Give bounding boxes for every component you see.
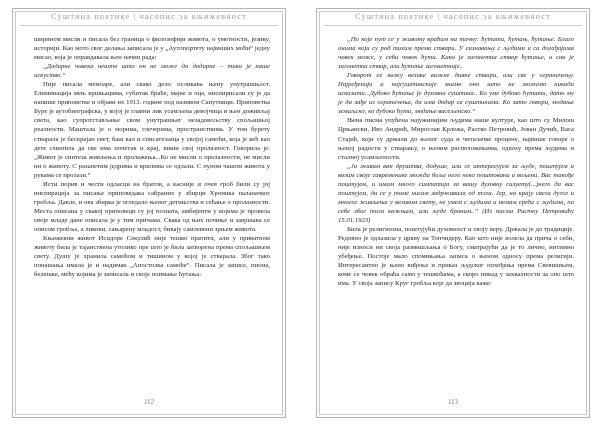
right-page <box>312 2 594 422</box>
body-text <box>34 35 270 279</box>
book-gutter <box>298 6 302 418</box>
quote-paragraph: „Ја живим ван друштва, додуше, али се интересујем за људе, поштујем и волим своје савременике можда боље него неко поштовани и вољени. Вас такође поштујем, и имам много симпатија за вашу духовну силуету(...)него да вас поштујем, да се у томе нисам задржавала од тога. Јер, на крају свега дугог и многог живљења у великом свету, не умем с људима и немам среће с људима, па себе због тога кажњам, али људе браним..“ (Из писма Растку Петровићу 15.01.1923) <box>338 162 574 224</box>
quote-paragraph: Говорот се кажу велике важне дивне ствари, али све у ограничењу. Најређенији и најсуштинскије знамо оно што не можемо никада исказати...Дубоко ћутање је духовна суштина.. Ко уме дубоко ћутати, дато му је да зађе из ограничења, да има додир са суштинама. Ко зато говори, модање земаљско, ко дубоко ћути, модање васељенско.“ <box>338 72 574 116</box>
body-text <box>338 35 574 288</box>
page-number: 113 <box>448 398 458 406</box>
paragraph: Није писала мемоаре, али свако дело осликава њену унутрашњост. Елиминација мењ вршњацима, губитак браће, мајке и оца, инспирисали су је да напише приповетке и објави их 1913. године под називом Сапутници. Приповетка Буре је аутобиографска, у којој је главни лик усамљена девојчица и њен доживљај света, као супротстављање свом унутрашњег незадовољству спољашњој реалности. Маштала је о морима, глечерима, пространствима. У том бурету стварала је бескрајан свет, баш као и списатељица у својој самоћи, која је већ као дете схватила да све има почетак и крај, виши свој пролазност. Говорила је: „Живот је синтеза живљења и пролажења...Ко не мисли о пролазности, не мисли ни о животу. С разапетим једрима и крилима се одлази. С пуном чашом живота у рукама се пролази.“ <box>34 81 270 179</box>
header-rule <box>20 25 278 26</box>
quote-paragraph: „По које пут се у животу враћам на тачку: ћутати, ћутањ, ћутање. Благо онима који су род тихим према ствари. У сазнавању с људима и са догађајима човек може, у себи човек ћути. Како је загонетна ствар ћутање, и сан је загонетна ствар, али ћутање загонетније.. <box>338 36 574 71</box>
paragraph: Њена писма упућена најужинијим људима наше културе, као што су Милош Црњански, Иво Андрић, Мирослав Крлежа, Растко Петровић, Јован Дучић, Васа Стајић, који су држали до њеног суда и читалачке процене, највише говоре о њеној радости у стварању, о њеним расположењима, одnosу према људима и сталној усамљености. <box>338 117 574 161</box>
paragraph: Била је религиозна, поштујући духовност и своју веру. Држала је до традиције. Редовно је одлазила у цркву на Топчидеру. Као што није волела да прича о себи, није износи ни своја размишљања о Богу, сматрајући да је то лично, интимно убеђење. Постоје мало спомињања записа о њеном односу према религији. Интересантно је њено виђење и приказ људског опхођења према Свевишњем, коме се човек обраћа само у тешкоћама, а скоро никад у захвалности за оно што има. У своја запису Круг гробља које да звоција каже: <box>338 225 574 288</box>
quote-paragraph: „Додирне човека нешто што он не може да додирне – тако је наше искуство.“ <box>34 63 270 80</box>
running-header: Суштина поетике | часопис за књижевност <box>355 12 551 21</box>
running-header: Суштина поетике | часопис за књижевност <box>51 12 247 21</box>
page-number: 112 <box>144 398 154 406</box>
header-rule <box>324 25 582 26</box>
paragraph: ширином мисли и писала без граница о филозофији живота, о уметности, језику, историји. Као мото свог делања записала је у „Аутопортету највиших моћи“ једну мисао, која је оправдавала њен начин рада: <box>34 36 270 62</box>
left-page <box>8 2 290 422</box>
paragraph: Књижевни живот Исидоре Секулић није тешко пратити, али у приватном животу била је тајанствена утолико пре што је била затворена према спољашњем свету. Душу је хранила самоћом и тишином у којој је стварала. Због тако понашања имала је и надимак „Апостолка самоће“. Писала је записе, писма, белешке, мећу којима је записала и своје поимање ћутања: <box>34 235 270 279</box>
paragraph: Исти порив и чести одласци на братов, а касније и очев гроб били су јој инспирација за писање приповедака сабраних у збирци Хроника паланачког гробља. Дакле, и ова збирка је огледало њеног детињства и сећање о пролазности. Места описана у свакој приповеци су јој познатa, амбијенти у којима је провела своје младе дане описала је у тим причама. Свака од њих почиње и завршава се описом гробља, а ликови, сањарену младост, бивају самлевени зрњем живота. <box>34 180 270 233</box>
